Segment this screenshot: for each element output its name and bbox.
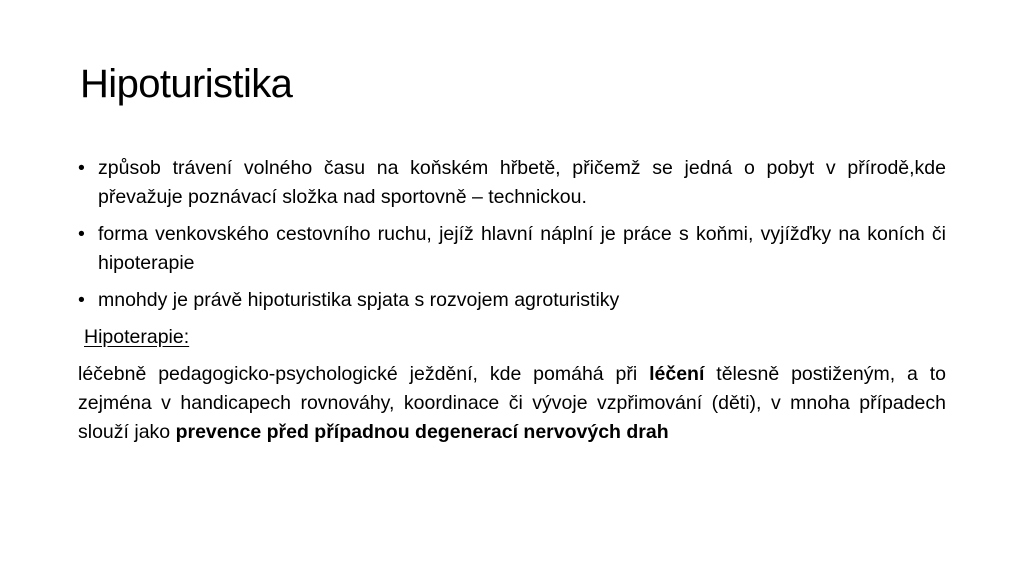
bullet-text: mnohdy je právě hipoturistika spjata s rozvojem agroturistiky (98, 289, 620, 311)
bullet-item (78, 286, 946, 315)
bullet-icon: • (78, 157, 85, 179)
bullet-icon: • (78, 223, 85, 245)
paragraph-bold-text: léčení (649, 363, 705, 385)
bullet-icon: • (78, 289, 85, 311)
slide-body (78, 154, 946, 447)
subheading-hipoterapie: Hipoterapie: (84, 326, 190, 348)
paragraph-text: tělesně postiženým, a to zejména v handicapech rovnováhy, koordinace či vývoje vzpřimování (děti), v mnoha případech slouží jako (78, 363, 946, 443)
bullet-text: forma venkovského cestovního ruchu, jejíž hlavní náplní je práce s koňmi, vyjížďky na koních či hipoterapie (98, 223, 946, 274)
definition-paragraph (78, 360, 946, 447)
slide-title: Hipoturistika (80, 62, 293, 106)
paragraph-bold-text: prevence před případnou degenerací nervových drah (175, 421, 669, 443)
bullet-list (78, 154, 946, 315)
bullet-item (78, 154, 946, 212)
bullet-text: způsob trávení volného času na koňském hřbetě, přičemž se jedná o pobyt v přírodě,kde převažuje poznávací složka nad sportovně – technickou. (98, 157, 946, 208)
paragraph-text: léčebně pedagogicko-psychologické ježdění, kde pomáhá při (78, 363, 650, 385)
bullet-item (78, 220, 946, 278)
